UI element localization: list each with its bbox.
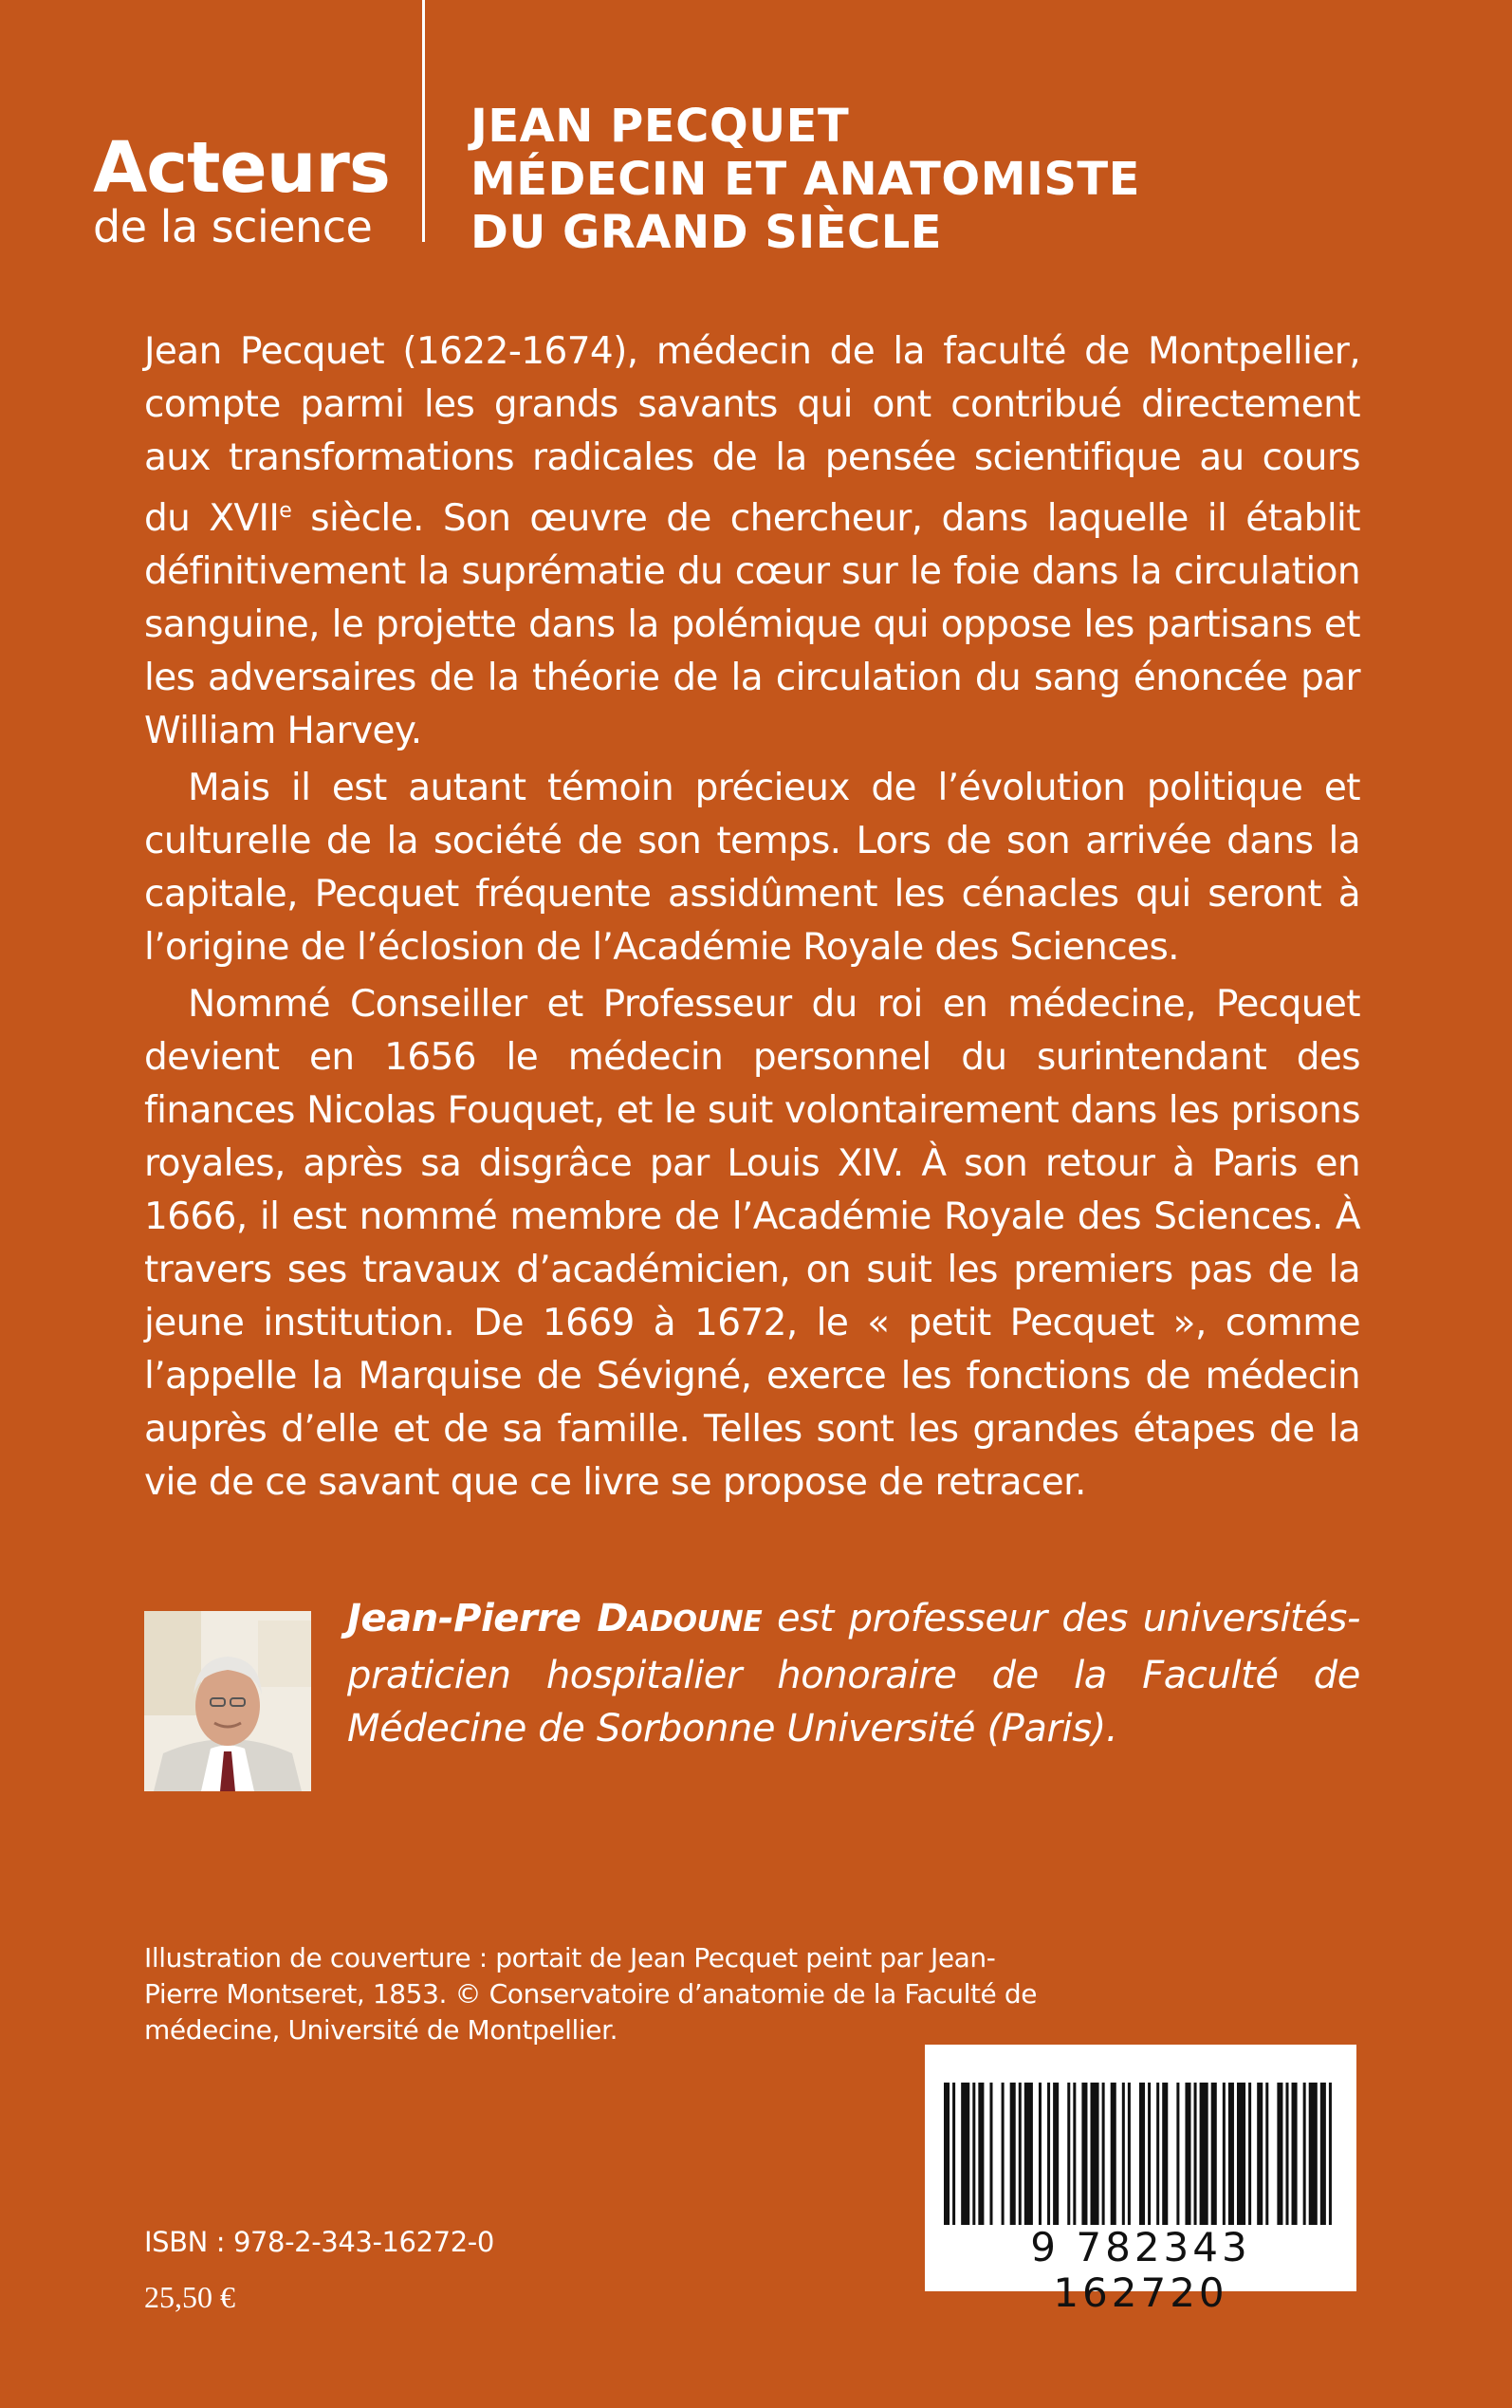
barcode-bar xyxy=(1194,2083,1197,2225)
barcode-bar xyxy=(1053,2083,1059,2225)
barcode-bars xyxy=(944,2083,1337,2225)
barcode-bar xyxy=(1309,2083,1318,2225)
barcode-bar xyxy=(1073,2083,1076,2225)
century-superscript: e xyxy=(279,499,292,523)
barcode-bar xyxy=(1265,2083,1268,2225)
author-bio xyxy=(347,1592,1360,1755)
barcode-bar xyxy=(1102,2083,1105,2225)
barcode-bar xyxy=(952,2083,955,2225)
title-line-3: DU GRAND SIÈCLE xyxy=(470,206,943,259)
barcode-bar xyxy=(972,2083,975,2225)
barcode-bar xyxy=(1122,2083,1125,2225)
author-portrait-image xyxy=(144,1611,311,1791)
barcode-bar xyxy=(1237,2083,1245,2225)
title-line-2: MÉDECIN ET ANATOMISTE xyxy=(470,153,1140,206)
barcode-bar xyxy=(1019,2083,1022,2225)
barcode-bar xyxy=(1002,2083,1005,2225)
author-last-name-rest: ADOUNE xyxy=(628,1605,763,1639)
barcode-bar xyxy=(1081,2083,1087,2225)
price: 25,50 € xyxy=(144,2280,235,2314)
barcode-bar xyxy=(1024,2083,1033,2225)
barcode-bar xyxy=(1292,2083,1298,2225)
barcode-bar xyxy=(1090,2083,1098,2225)
title-line-1: JEAN PECQUET xyxy=(470,100,850,153)
barcode-bar xyxy=(1156,2083,1159,2225)
barcode-bar xyxy=(1329,2083,1332,2225)
author-bio-text: est professeur des universités-praticien hospitalier honoraire de la Faculté de Médecine de Sorbonne Université (Paris). xyxy=(347,1597,1360,1750)
barcode-bar xyxy=(989,2083,992,2225)
summary-p1-text-cont: siècle. Son œuvre de chercheur, dans laquelle il établit définitivement la suprématie du cœur sur le foie dans la circulation sanguine, le projette dans la polémique qui oppose les partisans et les adversaires de la théorie de la circulation du sang énoncée par William Harvey. xyxy=(144,497,1360,752)
barcode-bar xyxy=(1228,2083,1234,2225)
book-title xyxy=(470,100,1438,259)
author-last-initial: D xyxy=(597,1597,629,1640)
barcode-bar xyxy=(1139,2083,1145,2225)
barcode-bar xyxy=(1285,2083,1288,2225)
book-summary xyxy=(144,325,1360,1510)
barcode-bar xyxy=(1223,2083,1226,2225)
barcode-bar xyxy=(1176,2083,1179,2225)
barcode-bar xyxy=(961,2083,969,2225)
barcode-bar xyxy=(1320,2083,1326,2225)
series-subtitle: de la science xyxy=(93,201,373,252)
summary-p1-text: Jean Pecquet (1622-1674), médecin de la faculté de Montpellier, compte parmi les grands savants qui ont contribué directement aux transformations radicales de la pensée scientifique au cours du XVII xyxy=(144,330,1360,540)
barcode xyxy=(925,2045,1356,2316)
author-first-name: Jean-Pierre xyxy=(347,1597,598,1640)
summary-paragraph-2: Mais il est autant témoin précieux de l’évolution politique et culturelle de la société de son temps. Lors de son arrivée dans la capitale, Pecquet fréquente assidûment les cénacles qui seront à l’origine de l’éclosion de l’Académie Royale des Sciences. xyxy=(144,767,1360,969)
barcode-bar xyxy=(1185,2083,1190,2225)
isbn: ISBN : 978-2-343-16272-0 xyxy=(144,2226,494,2258)
header-divider xyxy=(422,0,425,242)
barcode-bar xyxy=(1039,2083,1042,2225)
barcode-bar xyxy=(1047,2083,1050,2225)
series-main-title: Acteurs xyxy=(93,127,390,209)
barcode-bar xyxy=(1067,2083,1070,2225)
barcode-bar xyxy=(1277,2083,1282,2225)
barcode-bar xyxy=(1162,2083,1168,2225)
author-photo xyxy=(144,1611,311,1791)
author-name xyxy=(347,1597,762,1640)
barcode-bar xyxy=(978,2083,984,2225)
summary-paragraph-1 xyxy=(144,325,1360,758)
barcode-bar xyxy=(1257,2083,1263,2225)
barcode-bar xyxy=(1211,2083,1217,2225)
series-logo xyxy=(93,127,396,252)
barcode-bar xyxy=(1148,2083,1151,2225)
barcode-bar xyxy=(1111,2083,1116,2225)
barcode-bar xyxy=(1128,2083,1131,2225)
summary-paragraph-3: Nommé Conseiller et Professeur du roi en médecine, Pecquet devient en 1656 le médecin personnel du surintendant des finances Nicolas Fouquet, et le suit volontairement dans les prisons royales, après sa disgrâce par Louis XIV. À son retour à Paris en 1666, il est nommé membre de l’Académie Royale des Sciences. À travers ses travaux d’académicien, on suit les premiers pas de la jeune institution. De 1669 à 1672, le « petit Pecquet », comme l’appelle la Marquise de Sévigné, exerce les fonctions de médecin auprès d’elle et de sa famille. Telles sont les grandes étapes de la vie de ce savant que ce livre se propose de retracer. xyxy=(144,983,1360,1504)
barcode-digits: 9 782343 162720 xyxy=(1030,2224,1251,2316)
barcode-bar xyxy=(1248,2083,1251,2225)
barcode-bar xyxy=(944,2083,950,2225)
barcode-bar xyxy=(1303,2083,1306,2225)
barcode-bar xyxy=(1010,2083,1016,2225)
barcode-bar xyxy=(1200,2083,1208,2225)
cover-credit: Illustration de couverture : portait de Jean Pecquet peint par Jean-Pierre Montseret, 1853. © Conservatoire d’anatomie de la Faculté de médecine, Université de Montpellier. xyxy=(144,1942,1038,2046)
